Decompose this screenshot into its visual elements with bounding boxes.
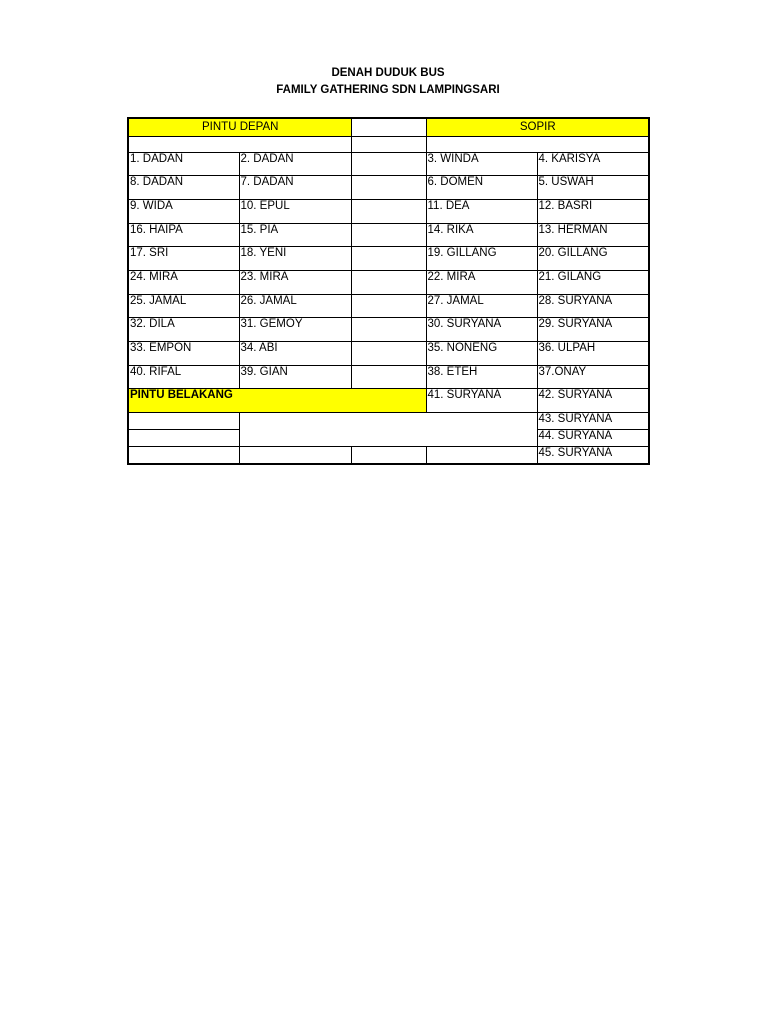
- empty-cell: [426, 447, 537, 464]
- seat-cell: 36. ULPAH: [537, 342, 649, 366]
- seat-cell: 27. JAMAL: [426, 294, 537, 318]
- seat-row: [128, 342, 649, 366]
- seat-cell: 32. DILA: [128, 318, 239, 342]
- seat-cell: 16. HAIPA: [128, 223, 239, 247]
- aisle-cell: [351, 223, 426, 247]
- seat-cell: 21. GILANG: [537, 270, 649, 294]
- seat-cell: 1. DADAN: [128, 152, 239, 176]
- back-row: [128, 447, 649, 464]
- seat-cell: 35. NONENG: [426, 342, 537, 366]
- seat-cell: 31. GEMOY: [239, 318, 351, 342]
- seat-cell: 25. JAMAL: [128, 294, 239, 318]
- aisle-cell: [351, 294, 426, 318]
- seat-row: [128, 199, 649, 223]
- seat-row: [128, 176, 649, 200]
- aisle-cell: [351, 176, 426, 200]
- seat-row: [128, 223, 649, 247]
- page-title: DENAH DUDUK BUS: [331, 67, 445, 79]
- seat-cell: 6. DOMEN: [426, 176, 537, 200]
- seat-cell: 20. GILLANG: [537, 247, 649, 271]
- seat-cell: 34. ABI: [239, 342, 351, 366]
- seat-cell: 26. JAMAL: [239, 294, 351, 318]
- seat-cell: 33. EMPON: [128, 342, 239, 366]
- seat-cell: 38. ETEH: [426, 365, 537, 389]
- seat-cell: 7. DADAN: [239, 176, 351, 200]
- seat-cell: 12. BASRI: [537, 199, 649, 223]
- seat-row: [128, 152, 649, 176]
- empty-cell: [128, 447, 239, 464]
- empty-cell: [128, 413, 239, 430]
- seat-cell: 23. MIRA: [239, 270, 351, 294]
- empty-cell: [351, 118, 426, 136]
- seat-cell: 8. DADAN: [128, 176, 239, 200]
- seat-cell: 3. WINDA: [426, 152, 537, 176]
- seat-cell: 30. SURYANA: [426, 318, 537, 342]
- seat-cell: 19. GILLANG: [426, 247, 537, 271]
- empty-cell: [351, 447, 426, 464]
- seat-cell: 11. DEA: [426, 199, 537, 223]
- seat-cell: 2. DADAN: [239, 152, 351, 176]
- seat-cell: 37.ONAY: [537, 365, 649, 389]
- driver-label: SOPIR: [426, 118, 649, 136]
- seat-row: [128, 270, 649, 294]
- seat-cell: 9. WIDA: [128, 199, 239, 223]
- page-subtitle: FAMILY GATHERING SDN LAMPINGSARI: [276, 84, 500, 96]
- seat-cell: 29. SURYANA: [537, 318, 649, 342]
- aisle-cell: [351, 318, 426, 342]
- aisle-cell: [351, 270, 426, 294]
- aisle-cell: [351, 342, 426, 366]
- empty-cell: [128, 136, 351, 152]
- front-door-label: PINTU DEPAN: [128, 118, 351, 136]
- seat-cell: 28. SURYANA: [537, 294, 649, 318]
- empty-cell: [128, 430, 239, 447]
- seat-cell: 4. KARISYA: [537, 152, 649, 176]
- seat-cell: 40. RIFAL: [128, 365, 239, 389]
- back-door-row: [128, 389, 649, 413]
- aisle-cell: [351, 199, 426, 223]
- empty-cell: [239, 413, 537, 447]
- seat-cell: 44. SURYANA: [537, 430, 649, 447]
- empty-cell: [239, 447, 351, 464]
- seat-cell: 41. SURYANA: [426, 389, 537, 413]
- seat-cell: 43. SURYANA: [537, 413, 649, 430]
- empty-cell: [426, 136, 649, 152]
- header-row: [128, 118, 649, 136]
- empty-cell: [351, 136, 426, 152]
- back-row: [128, 413, 649, 430]
- seat-row: [128, 318, 649, 342]
- seat-cell: 39. GIAN: [239, 365, 351, 389]
- seat-row: [128, 365, 649, 389]
- seat-cell: 15. PIA: [239, 223, 351, 247]
- seat-row: [128, 294, 649, 318]
- seat-cell: 13. HERMAN: [537, 223, 649, 247]
- seat-cell: 42. SURYANA: [537, 389, 649, 413]
- back-door-label: PINTU BELAKANG: [128, 389, 426, 413]
- spacer-row: [128, 136, 649, 152]
- seat-cell: 14. RIKA: [426, 223, 537, 247]
- aisle-cell: [351, 365, 426, 389]
- aisle-cell: [351, 152, 426, 176]
- seat-row: [128, 247, 649, 271]
- seat-cell: 10. EPUL: [239, 199, 351, 223]
- seating-table: [127, 117, 650, 465]
- aisle-cell: [351, 247, 426, 271]
- seat-cell: 45. SURYANA: [537, 447, 649, 464]
- seat-cell: 5. USWAH: [537, 176, 649, 200]
- seat-cell: 17. SRI: [128, 247, 239, 271]
- seat-cell: 22. MIRA: [426, 270, 537, 294]
- seat-cell: 18. YENI: [239, 247, 351, 271]
- seat-cell: 24. MIRA: [128, 270, 239, 294]
